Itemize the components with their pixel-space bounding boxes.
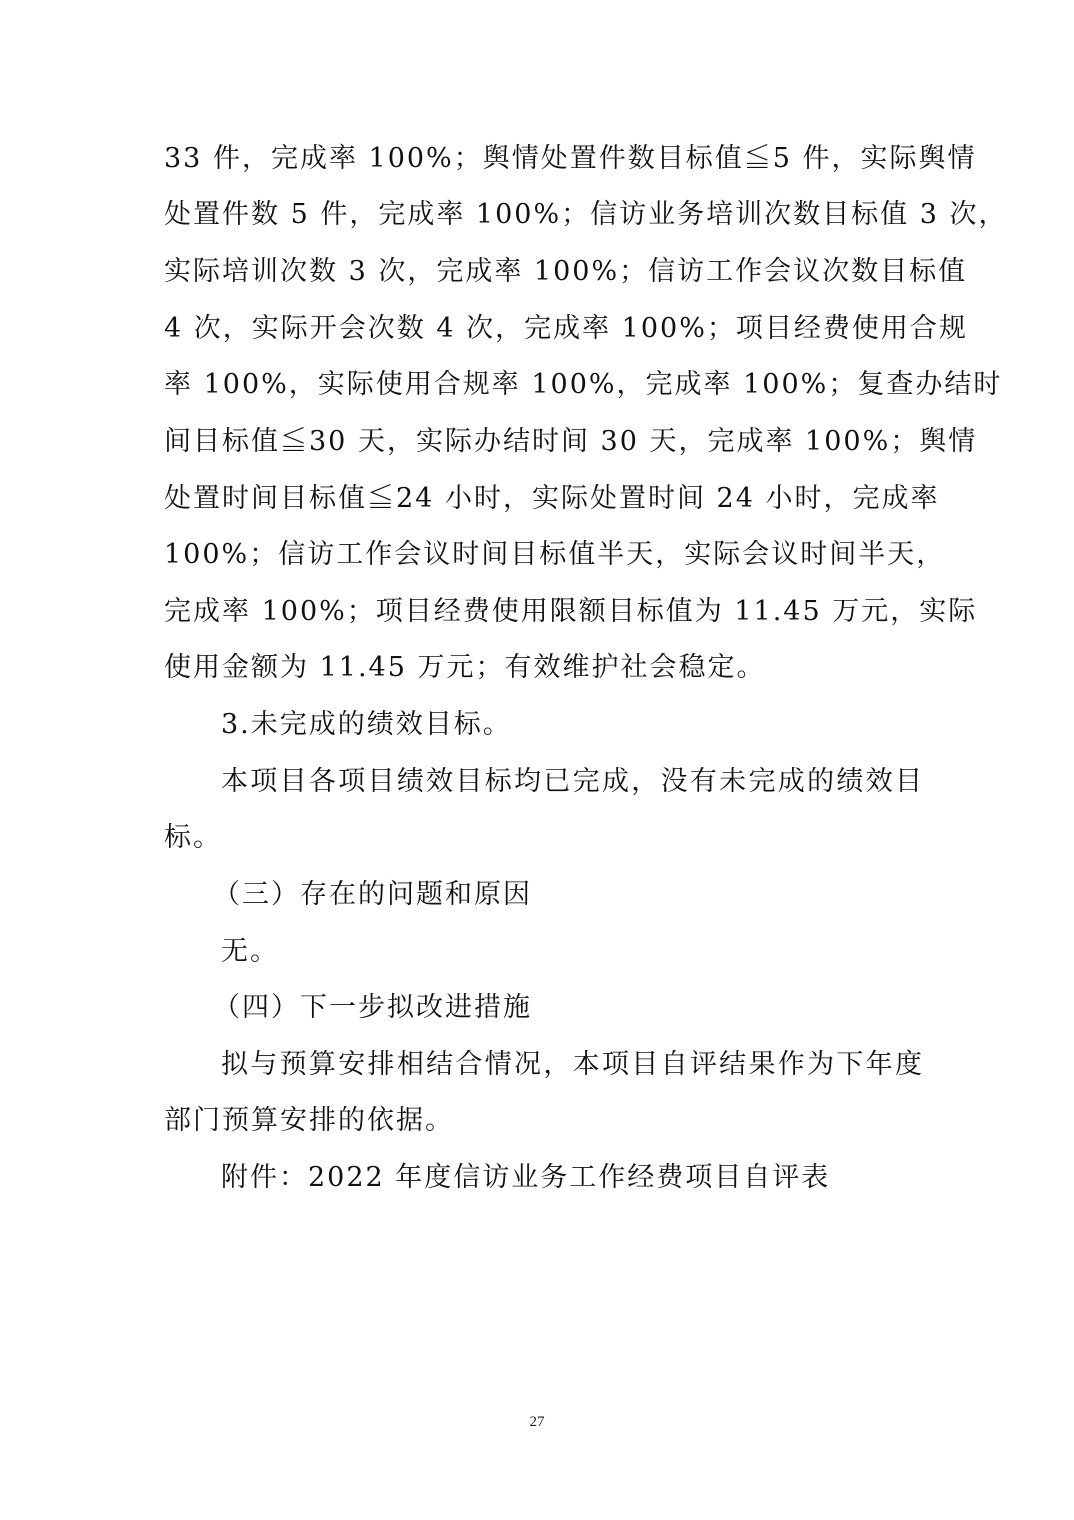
attachment-line: 附件：2022 年度信访业务工作经费项目自评表 (221, 1162, 831, 1193)
body-text-line: 33 件，完成率 100%；舆情处置件数目标值≦5 件，实际舆情 (164, 143, 977, 174)
subheading-unfinished-goals: 3.未完成的绩效目标。 (221, 709, 512, 740)
body-text-line: 完成率 100%；项目经费使用限额目标值为 11.45 万元，实际 (164, 596, 978, 627)
body-text-line: 处置件数 5 件，完成率 100%；信访业务培训次数目标值 3 次， (164, 199, 1008, 230)
section-heading-improvements: （四）下一步拟改进措施 (213, 992, 532, 1023)
body-text-line: 4 次，实际开会次数 4 次，完成率 100%；项目经费使用合规 (164, 313, 968, 344)
body-text-line: 率 100%，实际使用合规率 100%，完成率 100%；复查办结时 (164, 369, 1003, 400)
body-text-line: 无。 (221, 936, 279, 967)
body-text-line: 间目标值≦30 天，实际办结时间 30 天，完成率 100%；舆情 (164, 426, 978, 457)
body-text-line: 标。 (164, 822, 222, 853)
body-text-line: 实际培训次数 3 次，完成率 100%；信访工作会议次数目标值 (164, 256, 968, 287)
body-text-line: 拟与预算安排相结合情况，本项目自评结果作为下年度 (221, 1049, 924, 1080)
body-text-line: 部门预算安排的依据。 (164, 1105, 454, 1136)
page-number: 27 (529, 1414, 545, 1430)
section-heading-problems: （三）存在的问题和原因 (213, 879, 532, 910)
body-text-line: 本项目各项目绩效目标均已完成，没有未完成的绩效目 (221, 766, 924, 797)
body-text-line: 100%；信访工作会议时间目标值半天，实际会议时间半天， (164, 539, 946, 570)
body-text-line: 处置时间目标值≦24 小时，实际处置时间 24 小时，完成率 (164, 483, 940, 514)
body-text-line: 使用金额为 11.45 万元；有效维护社会稳定。 (164, 652, 766, 683)
